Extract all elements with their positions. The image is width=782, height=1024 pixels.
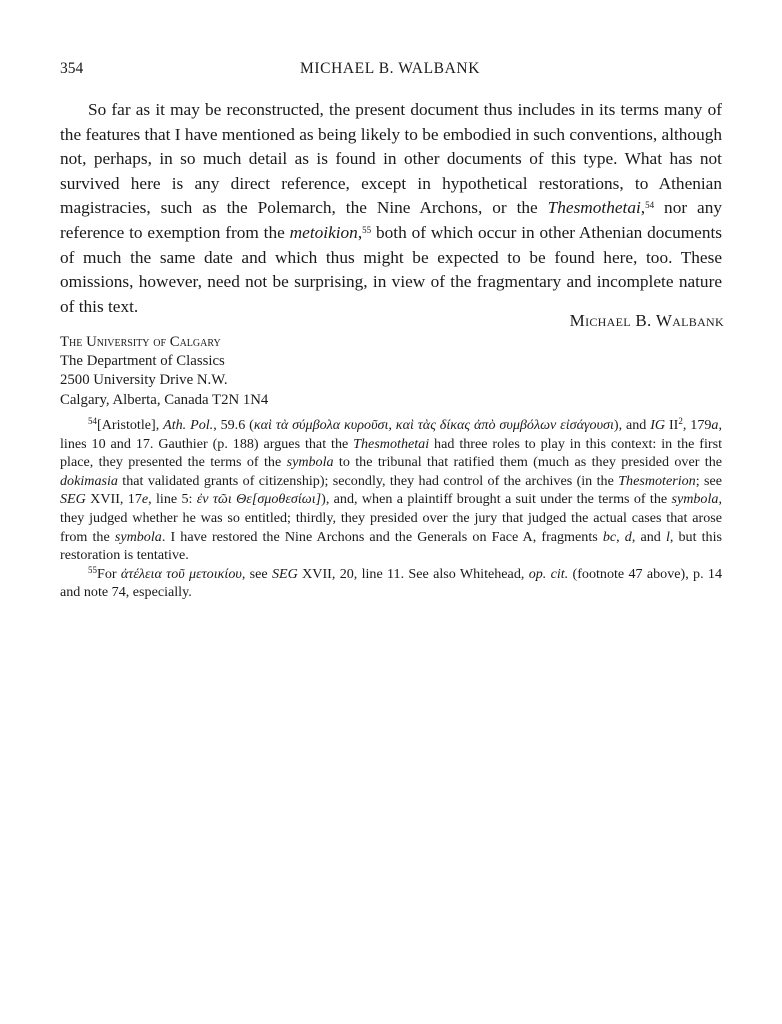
greek-phrase: ἀτέλεια τοῦ μετοικίου [120,565,242,582]
footnote-number-54: 54 [88,416,97,426]
address-department: The Department of Classics [60,353,225,370]
footnote-number-55: 55 [88,564,97,575]
thesmothetai-term: Thesmothetai [547,198,641,218]
footnotes [60,416,722,602]
author-signature: Michael B. Walbank [569,311,724,330]
footnote-ref-54[interactable]: 54 [645,200,655,211]
page-number: 354 [60,60,84,77]
footnote-ref-55[interactable]: 55 [362,224,372,235]
running-head: MICHAEL B. WALBANK [299,60,480,77]
address-university: The University of Calgary [60,334,221,350]
metoikion-term: metoikion [289,222,358,242]
body-paragraph: So far as it may be reconstructed, the present document thus includes in its terms many of the features that I have mentioned as being likely to be embodied in such conventions, although not, perhaps, in so much detail as is found in other documents of this type. What has not survived here is any direct reference, except in hypothetical restorations, to Athenian magistracies, such as the Polemarch, the Nine Archons, or the Thesmothetai,$^{54}$ nor any reference to exemption from the metoikion,$^{55}$ both of which occur in other Athenian documents of much the same date and which thus might be expected to be found here, too. These omissions, however, need not be surprising, in view of the fragmentary and incomplete nature of this text. [60,100,722,316]
address-street: 2500 University Drive N.W. [60,372,228,389]
author-address [60,333,268,410]
footnote-54: $^{54}$[Aristotle], Ath. Pol., 59.6 (καὶ τὰ σύμβολα κυροῦσι, καὶ τὰς δίκας ἀπὸ συμβόλων εἰσάγουσι), and IG $II^2$, 179a, lines 10 and 17. Gauthier (p. 188) argues that the Thesmothetai had three roles to play in this context: in the first place, they presented the terms of the symbola to the tribunal that ratified them (much as they presided over the dokimasia that validated grants of citizenship); secondly, they had control of the archives (in the Thesmoterion; see SEG XVII, 17e, line 5: ἐν τῶι Θε[σμοθεσίωι]), and, when a plaintiff brought a suit under the terms of the symbola, they judged whether he was so entitled; thirdly, they presided over the jury that judged the actual cases that arose from the symbola. I have restored the Nine Archons and the Generals on Face A, fragments bc, d, and l, but this restoration is tentative. [60,416,723,564]
body-text-2: nor any reference to exemption from the [60,198,722,242]
body-text-3: both of which occur in other Athenian documents of much the same date and which thus might be expected to be found here, too. These omissions, however, need not be surprising, in view of the fragmentary and incomplete nature of this text. [60,222,722,316]
body-text-1: So far as it may be reconstructed, the present document thus includes in its terms many of the features that I have mentioned as being likely to be embodied in such conventions, although not, perhaps, in so much detail as is found in other documents of this type. What has not survived here is any direct reference, except in hypothetical restorations, to Athenian magistracies, such as the Polemarch, the Nine Archons, or the [60,100,722,218]
footnote-55: $^{55}$For ἀτέλεια τοῦ μετοικίου, see SEG XVII, 20, line 11. See also Whitehead, op. cit. (footnote 47 above), p. 14 and note 74, especially. [60,564,722,601]
greek-quote: καὶ τὰ σύμβολα κυροῦσι, καὶ τὰς δίκας ἀπὸ συμβόλων εἰσάγουσι [253,417,614,433]
address-city: Calgary, Alberta, Canada T2N 1N4 [60,391,269,408]
page-header [60,60,720,82]
greek-inscription: ἐν τῶι Θε[σμοθεσίωι] [196,491,322,508]
